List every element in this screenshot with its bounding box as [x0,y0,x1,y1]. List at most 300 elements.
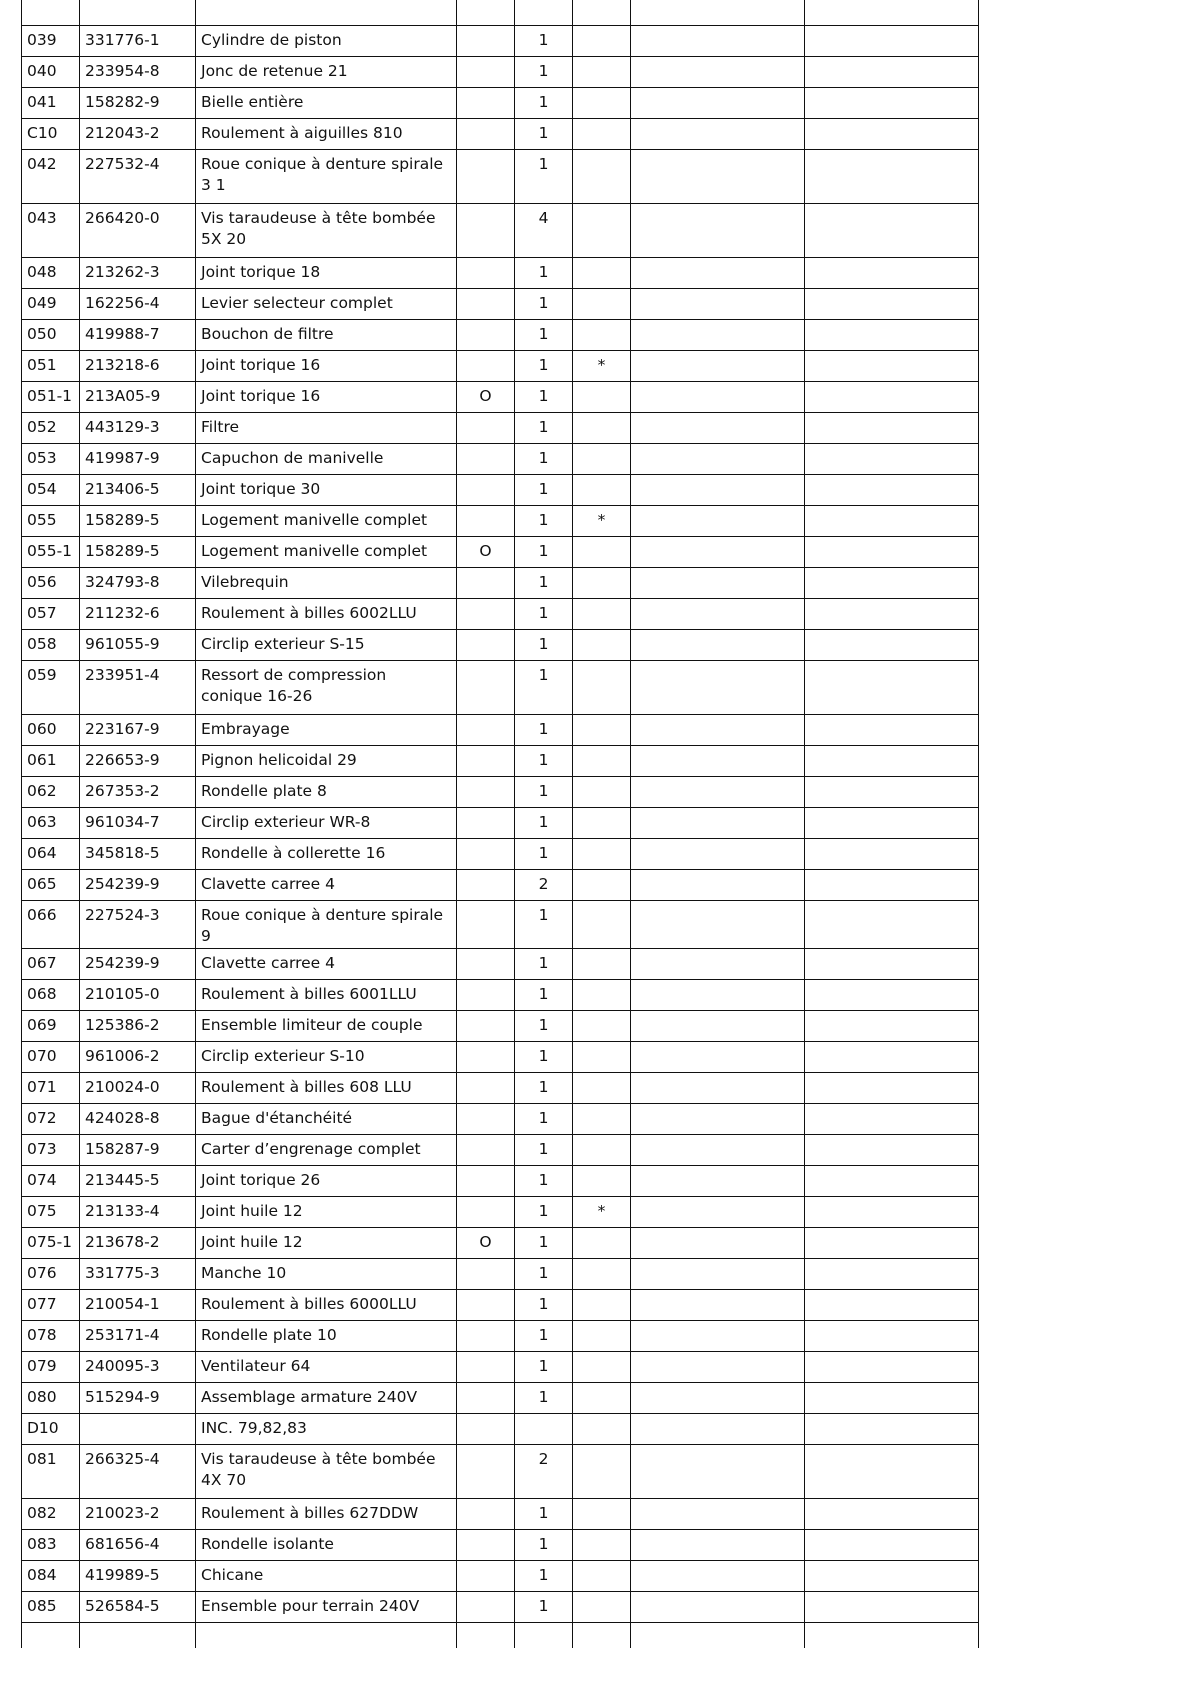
table-row [22,1041,979,1072]
desc-text: Roulement à aiguilles 810 [201,123,403,142]
description-cell [196,745,457,776]
part-number-cell [80,1444,196,1498]
desc-text: Ensemble limiteur de couple [201,1015,423,1034]
ref-text: 065 [27,874,57,893]
part-number-cell [80,350,196,381]
description-cell [196,474,457,505]
quantity-cell [515,776,573,807]
qty-text: 1 [538,1201,549,1220]
desc-text: Ventilateur 64 [201,1356,311,1375]
blank-cell [805,149,979,203]
blank-cell [631,25,805,56]
quantity-cell [515,1560,573,1591]
part-text: 158289-5 [85,541,160,560]
part-number-cell [80,1351,196,1382]
mark-cell [573,1560,631,1591]
part-text: 212043-2 [85,123,160,142]
note-cell [457,1413,515,1444]
part-text: 158289-5 [85,510,160,529]
table-row [22,443,979,474]
qty-text: 1 [538,479,549,498]
quantity-cell [515,1591,573,1622]
note-text: O [479,1232,492,1251]
quantity-cell [515,319,573,350]
qty-text: 1 [538,1534,549,1553]
blank-cell [805,536,979,567]
note-text [462,1197,509,1201]
blank-cell [631,714,805,745]
qty-text: 1 [538,572,549,591]
blank-cell [631,1134,805,1165]
quantity-cell [515,979,573,1010]
blank-cell [631,1010,805,1041]
ref-cell [22,1560,80,1591]
description-cell [196,1165,457,1196]
note-cell [457,1444,515,1498]
qty-text: 1 [538,324,549,343]
table-row [22,412,979,443]
table-row [22,536,979,567]
mark-cell [573,149,631,203]
note-text [462,1383,509,1387]
ref-cell [22,1591,80,1622]
note-cell [457,1041,515,1072]
quantity-cell [515,1320,573,1351]
mark-cell [573,629,631,660]
blank-cell [805,1010,979,1041]
part-text: 223167-9 [85,719,160,738]
quantity-cell [515,1165,573,1196]
note-text [462,949,509,953]
desc-text: Circlip exterieur WR-8 [201,812,371,831]
part-number-cell [80,203,196,257]
quantity-cell [515,288,573,319]
description-cell [196,149,457,203]
note-cell [457,660,515,714]
part-text: 324793-8 [85,572,160,591]
desc-text: Capuchon de manivelle [201,448,384,467]
desc-text: Embrayage [201,719,290,738]
qty-text: 1 [538,634,549,653]
part-text: 961055-9 [85,634,160,653]
blank-cell [631,838,805,869]
blank-cell [805,948,979,979]
ref-cell [22,1134,80,1165]
note-cell [457,350,515,381]
blank-cell [805,776,979,807]
mark-text [578,204,625,208]
table-row [22,660,979,714]
desc-text: Bague d'étanchéité [201,1108,353,1127]
ref-cell [22,714,80,745]
mark-cell [573,598,631,629]
mark-text [578,150,625,154]
table-row [22,807,979,838]
ref-text: 048 [27,262,57,281]
note-text [462,1592,509,1596]
mark-text [578,599,625,603]
part-text: 419988-7 [85,324,160,343]
description-cell [196,1320,457,1351]
quantity-cell [515,257,573,288]
qty-text: 1 [538,293,549,312]
part-text: 158282-9 [85,92,160,111]
note-text [462,258,509,262]
blank-cell [805,629,979,660]
mark-cell [573,1444,631,1498]
mark-text [578,901,625,905]
mark-text [578,320,625,324]
mark-cell [573,807,631,838]
blank-cell [631,979,805,1010]
note-text [462,475,509,479]
table-row [22,350,979,381]
quantity-cell [515,1444,573,1498]
part-text: 213A05-9 [85,386,161,405]
table-row [22,257,979,288]
blank-cell [805,381,979,412]
description-cell [196,350,457,381]
note-text [462,26,509,30]
part-number-cell [80,1258,196,1289]
qty-text: 1 [538,665,549,684]
blank-cell [631,1289,805,1320]
table-row [22,1320,979,1351]
desc-text: Joint torique 16 [201,355,321,374]
part-number-cell [80,505,196,536]
part-number-cell [80,1196,196,1227]
mark-cell [573,948,631,979]
quantity-cell [515,745,573,776]
part-text [85,1414,190,1418]
blank-cell [631,1560,805,1591]
blank-cell [805,118,979,149]
qty-text: 1 [538,92,549,111]
note-text [462,1259,509,1263]
mark-cell [573,505,631,536]
qty-text: 1 [538,1294,549,1313]
ref-text: 051-1 [27,386,73,405]
part-text: 162256-4 [85,293,160,312]
quantity-cell [515,56,573,87]
note-cell [457,381,515,412]
quantity-cell [515,1382,573,1413]
ref-cell [22,900,80,948]
description-cell [196,629,457,660]
note-text [462,1042,509,1046]
description-cell [196,443,457,474]
mark-text [578,1104,625,1108]
part-number-cell [80,629,196,660]
note-text [462,150,509,154]
ref-cell [22,1413,80,1444]
blank-cell [631,1351,805,1382]
desc-text: Levier selecteur complet [201,293,393,312]
ref-text: 084 [27,1565,57,1584]
description-cell [196,838,457,869]
desc-text: Joint torique 26 [201,1170,321,1189]
description-cell [196,869,457,900]
mark-text [578,444,625,448]
qty-text: 1 [538,603,549,622]
note-cell [457,979,515,1010]
part-text: 211232-6 [85,603,160,622]
note-cell [457,948,515,979]
note-cell [457,1227,515,1258]
description-cell [196,900,457,948]
table-row [22,149,979,203]
ref-cell [22,1498,80,1529]
mark-text [578,1290,625,1294]
blank-cell [805,1103,979,1134]
part-number-cell [80,567,196,598]
note-text: O [479,386,492,405]
desc-text: Joint huile 12 [201,1232,303,1251]
ref-cell [22,1041,80,1072]
blank-cell [805,1591,979,1622]
qty-text: 1 [538,719,549,738]
table-row [22,598,979,629]
desc-text: Manche 10 [201,1263,287,1282]
ref-text: 059 [27,665,57,684]
parts-table [21,0,979,1648]
note-text [462,444,509,448]
note-text: O [479,541,492,560]
qty-text: 2 [538,1449,549,1468]
ref-cell [22,660,80,714]
blank-cell [805,745,979,776]
note-cell [457,1072,515,1103]
table-row [22,869,979,900]
qty-text: 1 [538,1263,549,1282]
ref-text: 083 [27,1534,57,1553]
part-text: 254239-9 [85,874,160,893]
blank-cell [805,443,979,474]
description-cell [196,1258,457,1289]
table-row [22,474,979,505]
table-row [22,56,979,87]
qty-text: 1 [538,417,549,436]
blank-cell [631,257,805,288]
part-number-cell [80,1382,196,1413]
note-text [462,746,509,750]
blank-cell [805,979,979,1010]
description-cell [196,1413,457,1444]
blank-cell [631,350,805,381]
qty-text: 1 [538,30,549,49]
part-number-cell [80,838,196,869]
mark-text [578,1259,625,1263]
quantity-cell [515,1258,573,1289]
ref-text: 081 [27,1449,57,1468]
qty-text: 1 [538,953,549,972]
ref-text: 055 [27,510,57,529]
mark-text [578,57,625,61]
desc-text: Vilebrequin [201,572,289,591]
note-cell [457,1498,515,1529]
ref-text: 041 [27,92,57,111]
part-text: 253171-4 [85,1325,160,1344]
table-row [22,714,979,745]
quantity-cell [515,203,573,257]
qty-text: 4 [538,208,549,227]
description-cell [196,714,457,745]
quantity-cell [515,1196,573,1227]
description-cell [196,1498,457,1529]
ref-text: 053 [27,448,57,467]
blank-cell [805,203,979,257]
blank-cell [631,87,805,118]
table-row [22,505,979,536]
ref-text: 068 [27,984,57,1003]
note-text [462,568,509,572]
blank-cell [805,1413,979,1444]
blank-cell [805,319,979,350]
part-text: 331775-3 [85,1263,160,1282]
blank-cell [805,1165,979,1196]
description-cell [196,87,457,118]
table-row [22,288,979,319]
table-row [22,1591,979,1622]
qty-text: 1 [538,262,549,281]
desc-text: Rondelle isolante [201,1534,334,1553]
ref-text: 040 [27,61,57,80]
ref-text: 054 [27,479,57,498]
mark-cell [573,1010,631,1041]
mark-text [578,1166,625,1170]
mark-text [578,568,625,572]
blank-cell [805,1134,979,1165]
quantity-cell [515,629,573,660]
description-cell [196,807,457,838]
mark-cell [573,1529,631,1560]
desc-text: Bielle entière [201,92,304,111]
note-cell [457,1103,515,1134]
part-text: 419989-5 [85,1565,160,1584]
desc-text: Clavette carree 4 [201,953,335,972]
ref-text: 063 [27,812,57,831]
note-text [462,1445,509,1449]
note-text [462,1352,509,1356]
quantity-cell [515,1289,573,1320]
mark-cell [573,87,631,118]
part-text: 233954-8 [85,61,160,80]
blank-cell [805,1351,979,1382]
note-text [462,1166,509,1170]
mark-cell [573,714,631,745]
desc-text: Chicane [201,1565,264,1584]
note-cell [457,807,515,838]
ref-cell [22,1351,80,1382]
blank-cell [631,629,805,660]
note-text [462,1561,509,1565]
mark-text [578,661,625,665]
quantity-cell [515,1103,573,1134]
part-text: 331776-1 [85,30,160,49]
part-number-cell [80,25,196,56]
qty-text [520,1414,567,1418]
note-cell [457,1560,515,1591]
desc-text: Filtre [201,417,240,436]
part-text: 210023-2 [85,1503,160,1522]
description-cell [196,1289,457,1320]
qty-text: 1 [538,984,549,1003]
blank-cell [631,1196,805,1227]
blank-cell [631,1227,805,1258]
table-row [22,1010,979,1041]
description-cell [196,56,457,87]
part-number-cell [80,56,196,87]
desc-text: Jonc de retenue 21 [201,61,348,80]
part-number-cell [80,412,196,443]
ref-text: 064 [27,843,57,862]
table-row [22,1227,979,1258]
mark-text [578,1592,625,1596]
mark-text [578,1073,625,1077]
note-text [462,901,509,905]
blank-cell [805,1529,979,1560]
note-text [462,1414,509,1418]
note-text [462,1073,509,1077]
ref-text: 075 [27,1201,57,1220]
mark-text [578,777,625,781]
ref-text: 073 [27,1139,57,1158]
description-cell [196,598,457,629]
ref-text: 043 [27,208,57,227]
mark-cell [573,412,631,443]
note-cell [457,149,515,203]
note-text [462,1321,509,1325]
ref-cell [22,536,80,567]
ref-cell [22,1196,80,1227]
quantity-cell [515,1010,573,1041]
blank-cell [631,900,805,948]
part-number-cell [80,776,196,807]
blank-cell [631,1103,805,1134]
mark-text [578,1530,625,1534]
parts-list-page [21,0,978,1648]
blank-cell [631,1444,805,1498]
blank-cell [631,1320,805,1351]
quantity-cell [515,87,573,118]
part-number-cell [80,1072,196,1103]
blank-cell [805,598,979,629]
ref-cell [22,1444,80,1498]
description-cell [196,257,457,288]
blank-cell [631,56,805,87]
table-row [22,1529,979,1560]
qty-text: 1 [538,1077,549,1096]
mark-text [578,980,625,984]
note-cell [457,25,515,56]
description-cell [196,118,457,149]
blank-cell [805,1041,979,1072]
blank-cell [805,714,979,745]
mark-text [578,1321,625,1325]
ref-cell [22,567,80,598]
note-text [462,777,509,781]
blank-cell [805,56,979,87]
table-row [22,745,979,776]
blank-cell [805,1227,979,1258]
qty-text: 1 [538,386,549,405]
note-text [462,57,509,61]
mark-cell [573,745,631,776]
ref-text: 042 [27,154,57,173]
mark-cell [573,1227,631,1258]
note-text [462,88,509,92]
part-number-cell [80,1103,196,1134]
